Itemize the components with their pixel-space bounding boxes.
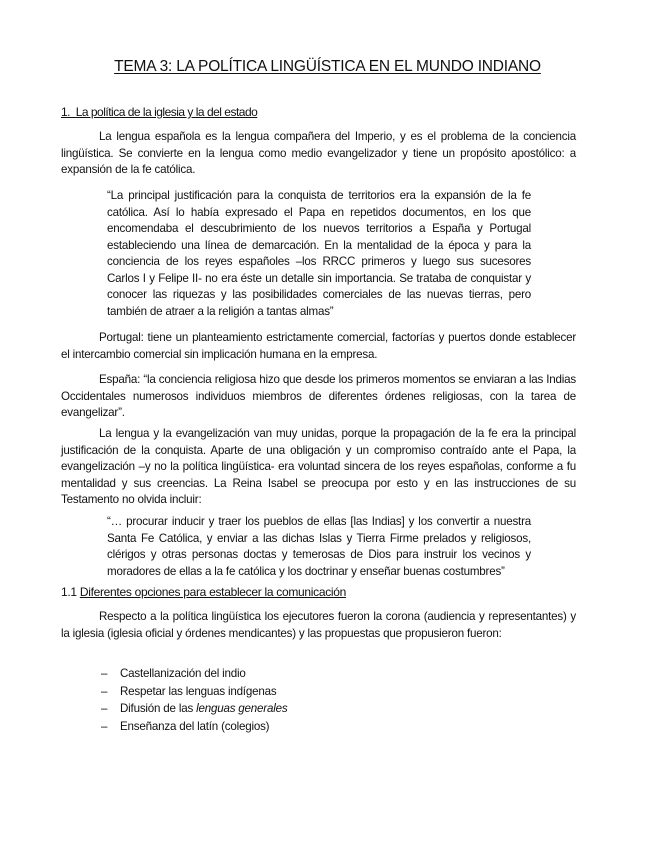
list-item	[101, 683, 287, 701]
list-item-text: Castellanización del indio	[120, 667, 246, 680]
paragraph-1-text: La lengua española es la lengua compañera del Imperio, y es el problema de la conciencia lingüística. Se convierte en la lengua como medio evangelizador y tiene un propósito apostólico: a expansión de la fe católica.	[61, 130, 576, 176]
list-dash: –	[101, 719, 108, 733]
paragraph-5	[61, 609, 576, 642]
paragraph-1	[61, 129, 576, 179]
section-1-1-heading	[61, 585, 346, 599]
list-item-text: Difusión de las	[120, 702, 194, 715]
paragraph-4	[61, 426, 576, 509]
list-item	[101, 700, 287, 718]
list-dash: –	[101, 702, 108, 715]
list-item-emphasis: lenguas generales	[196, 702, 288, 715]
list-item-text: Enseñanza del latín (colegios)	[120, 719, 270, 733]
paragraph-3	[61, 372, 576, 422]
section-1-title: La política de la iglesia y la del estado	[75, 105, 258, 119]
paragraph-2	[61, 330, 576, 363]
paragraph-4-text: La lengua y la evangelización van muy unidas, porque la propagación de la fe era la principal justificación de la conquista. Aparte de una obligación y un compromiso contraído ante el Papa, la evangelización –y no la política lingüística- era voluntad sincera de los reyes españolas, conforme a fu mentalidad y sus creencias. La Reina Isabel se preocupa por esto y en las instrucciones de su Testamento no olvida incluir:	[61, 427, 576, 506]
proposals-list	[101, 665, 287, 735]
section-1-number: 1.	[61, 105, 71, 119]
paragraph-3-text: España: “la conciencia religiosa hizo que desde los primeros momentos se enviaran a las Indias Occidentales numerosos individuos miembros de diferentes órdenes religiosas, con la tarea de evangelizar”.	[61, 373, 576, 419]
list-item	[101, 718, 287, 736]
paragraph-2-text: Portugal: tiene un planteamiento estrictamente comercial, factorías y puertos donde establecer el intercambio comercial sin implicación humana en la empresa.	[61, 331, 576, 361]
document-title	[0, 58, 655, 76]
list-item-text: Respetar las lenguas indígenas	[120, 684, 277, 698]
list-dash: –	[101, 684, 108, 698]
list-dash: –	[101, 667, 108, 680]
section-1-1-title: Diferentes opciones para establecer la comunicación	[79, 585, 347, 599]
section-1-1-number: 1.1	[61, 585, 77, 599]
quote-1: “La principal justificación para la conquista de territorios era la expansión de la fe católica. Así lo había expresado el Papa en repetidos documentos, en los que encomendaba el descubrimiento de los nuevos territorios a España y Portugal estableciendo una línea de demarcación. En la mentalidad de la época y para la conciencia de los reyes españoles –los RRCC primeros y luego sus sucesores Carlos I y Felipe II- no era éste un detalle sin importancia. Se trataba de conquistar y conocer las riquezas y las posibilidades comerciales de las nuevas tierras, pero también de atraer a la religión a tantas almas”	[107, 189, 531, 318]
quote-2: “… procurar inducir y traer los pueblos de ellas [las Indias] y los convertir a nuestra Santa Fe Católica, y enviar a las dichas Islas y Tierra Firme prelados y religiosos, clérigos y otras personas doctas y temerosas de Dios para instruir los vecinos y moradores de ellas a la fe católica y los doctrinar y enseñar buenas costumbres”	[107, 515, 531, 578]
section-1-heading	[61, 105, 257, 119]
paragraph-5-text: Respecto a la política lingüística los ejecutores fueron la corona (audiencia y representantes) y la iglesia (iglesia oficial y órdenes mendicantes) y las propuestas que propusieron fueron:	[61, 610, 576, 640]
list-item	[101, 665, 287, 683]
title-text: TEMA 3: LA POLÍTICA LINGÜÍSTICA EN EL MUNDO INDIANO	[114, 58, 541, 75]
